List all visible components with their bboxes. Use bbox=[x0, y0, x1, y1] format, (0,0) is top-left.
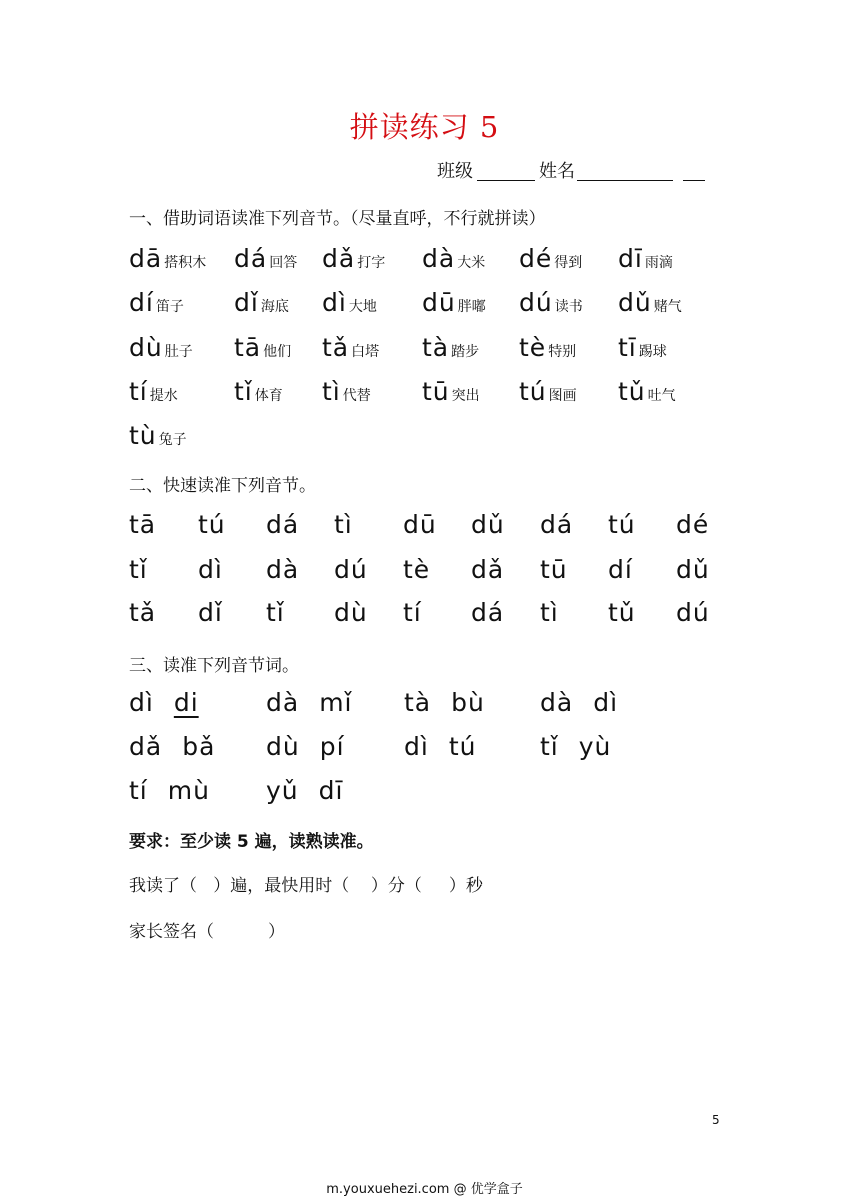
pinyin-syllable: dú bbox=[334, 555, 368, 584]
hint-word: 代替 bbox=[342, 388, 371, 404]
pinyin-syllable: dā bbox=[129, 244, 163, 273]
syllable-row bbox=[0, 244, 849, 284]
syllable-item bbox=[234, 244, 297, 273]
reading-record-line: 我读了（ ）遍，最快用时（ ）分（ ）秒 bbox=[129, 876, 483, 896]
syllable-item bbox=[618, 377, 676, 406]
pinyin-word bbox=[129, 688, 199, 717]
pinyin-syllable: tǔ bbox=[618, 377, 646, 406]
pinyin-syllable: tǐ bbox=[234, 377, 253, 406]
pinyin-syllable: tū bbox=[422, 377, 450, 406]
name-label: 姓名 bbox=[539, 161, 575, 182]
pinyin-syllable: dú bbox=[519, 288, 553, 317]
pinyin-syllable: tù bbox=[129, 421, 157, 450]
hint-word: 得到 bbox=[554, 255, 583, 271]
syllable-item bbox=[519, 288, 583, 317]
pinyin-syllable: dī bbox=[618, 244, 643, 273]
syllable-item bbox=[129, 244, 206, 273]
pinyin-syllable: tè bbox=[403, 555, 431, 584]
name-blank[interactable] bbox=[577, 162, 673, 181]
pinyin-syllable: tǐ bbox=[266, 598, 285, 627]
syllable-item bbox=[322, 333, 379, 362]
pinyin-syllable: tā bbox=[234, 333, 262, 362]
syllable-item bbox=[129, 421, 187, 450]
hint-word: 突出 bbox=[451, 388, 480, 404]
syllable-item bbox=[422, 333, 479, 362]
hint-word: 回答 bbox=[269, 255, 298, 271]
hint-word: 体育 bbox=[254, 388, 283, 404]
pinyin-syllable: tū bbox=[540, 555, 568, 584]
quick-read-row bbox=[0, 598, 849, 634]
pinyin-syllable: dá bbox=[471, 598, 505, 627]
syllable-item bbox=[422, 244, 485, 273]
pinyin-word bbox=[266, 688, 353, 717]
footer-watermark: m.youxuehezi.com @ 优学盒子 bbox=[326, 1182, 523, 1197]
quick-read-row bbox=[0, 555, 849, 591]
pinyin-syllable-second: mǐ bbox=[319, 688, 353, 717]
hint-word: 提水 bbox=[149, 388, 178, 404]
syllable-item bbox=[234, 333, 291, 362]
syllable-row bbox=[0, 377, 849, 417]
syllable-item bbox=[129, 288, 184, 317]
pinyin-syllable: tí bbox=[129, 377, 148, 406]
pinyin-syllable: dá bbox=[234, 244, 268, 273]
pinyin-syllable-second: yù bbox=[578, 732, 612, 761]
pinyin-syllable: tú bbox=[608, 510, 636, 539]
section1-heading: 一、借助词语读准下列音节。（尽量直呼，不行就拼读） bbox=[129, 209, 546, 229]
pinyin-syllable: tì bbox=[322, 377, 341, 406]
hint-word: 大米 bbox=[457, 255, 486, 271]
pinyin-syllable-second: pí bbox=[319, 732, 345, 761]
pinyin-syllable: tǎ bbox=[129, 598, 157, 627]
pinyin-syllable: dì bbox=[322, 288, 347, 317]
syllable-item bbox=[322, 288, 377, 317]
syllable-item bbox=[519, 377, 577, 406]
syllable-item bbox=[322, 377, 371, 406]
pinyin-word bbox=[266, 732, 345, 761]
pinyin-syllable: dǔ bbox=[676, 555, 710, 584]
pinyin-syllable-first: tí bbox=[129, 776, 148, 805]
pinyin-syllable: dá bbox=[540, 510, 574, 539]
pinyin-word bbox=[129, 776, 210, 805]
word-read-row bbox=[0, 688, 849, 724]
pinyin-word bbox=[540, 732, 611, 761]
pinyin-syllable: dí bbox=[608, 555, 633, 584]
hint-word: 兔子 bbox=[158, 432, 187, 448]
pinyin-word bbox=[404, 688, 485, 717]
pinyin-syllable: dù bbox=[129, 333, 163, 362]
hint-word: 大地 bbox=[348, 299, 377, 315]
syllable-item bbox=[422, 377, 480, 406]
pinyin-syllable: tè bbox=[519, 333, 547, 362]
pinyin-syllable: dǐ bbox=[234, 288, 259, 317]
pinyin-syllable: dù bbox=[334, 598, 368, 627]
hint-word: 踏步 bbox=[451, 344, 480, 360]
hint-word: 白塔 bbox=[351, 344, 380, 360]
pinyin-syllable: dé bbox=[676, 510, 710, 539]
hint-word: 肚子 bbox=[164, 344, 193, 360]
word-read-row bbox=[0, 776, 849, 812]
pinyin-syllable: dǔ bbox=[471, 510, 505, 539]
pinyin-syllable-first: dù bbox=[266, 732, 300, 761]
pinyin-word bbox=[129, 732, 215, 761]
pinyin-syllable: dé bbox=[519, 244, 553, 273]
pinyin-syllable: dú bbox=[676, 598, 710, 627]
pinyin-syllable-first: dì bbox=[129, 688, 154, 717]
hint-word: 他们 bbox=[263, 344, 292, 360]
pinyin-syllable: tā bbox=[129, 510, 157, 539]
page-title: 拼读练习 5 bbox=[349, 110, 500, 144]
pinyin-syllable: dǐ bbox=[198, 598, 223, 627]
pinyin-syllable: dà bbox=[266, 555, 300, 584]
syllable-item bbox=[618, 333, 667, 362]
syllable-row bbox=[0, 288, 849, 328]
pinyin-syllable-second: dì bbox=[593, 688, 619, 717]
hint-word: 踢球 bbox=[638, 344, 667, 360]
syllable-item bbox=[129, 377, 178, 406]
pinyin-syllable: tí bbox=[403, 598, 422, 627]
pinyin-syllable-first: dà bbox=[540, 688, 574, 717]
word-read-row bbox=[0, 732, 849, 768]
pinyin-syllable-second: di bbox=[173, 688, 199, 717]
pinyin-syllable: dì bbox=[198, 555, 223, 584]
page-number: 5 bbox=[712, 1113, 720, 1127]
hint-word: 打字 bbox=[357, 255, 386, 271]
pinyin-syllable: tì bbox=[334, 510, 353, 539]
pinyin-syllable: tà bbox=[422, 333, 450, 362]
section2-heading: 二、快速读准下列音节。 bbox=[129, 476, 316, 496]
hint-word: 吐气 bbox=[647, 388, 676, 404]
pinyin-syllable: tī bbox=[618, 333, 637, 362]
syllable-item bbox=[618, 244, 673, 273]
hint-word: 笛子 bbox=[155, 299, 184, 315]
pinyin-syllable: dǎ bbox=[322, 244, 356, 273]
pinyin-syllable: dà bbox=[422, 244, 456, 273]
pinyin-syllable-first: yǔ bbox=[266, 776, 299, 805]
pinyin-syllable-first: dà bbox=[266, 688, 300, 717]
pinyin-word bbox=[404, 732, 476, 761]
pinyin-syllable-first: tà bbox=[404, 688, 432, 717]
parent-signature-line: 家长签名（ ） bbox=[129, 922, 286, 942]
hint-word: 图画 bbox=[548, 388, 577, 404]
syllable-item bbox=[422, 288, 486, 317]
extra-blank bbox=[683, 162, 705, 181]
syllable-item bbox=[234, 288, 289, 317]
pinyin-syllable-second: dī bbox=[318, 776, 344, 805]
hint-word: 搭积木 bbox=[164, 255, 207, 271]
syllable-item bbox=[519, 333, 576, 362]
pinyin-syllable: tú bbox=[198, 510, 226, 539]
syllable-row bbox=[0, 333, 849, 373]
class-blank[interactable] bbox=[477, 162, 535, 181]
class-label: 班级 bbox=[437, 161, 473, 182]
pinyin-syllable-first: dǎ bbox=[129, 732, 163, 761]
pinyin-syllable: dá bbox=[266, 510, 300, 539]
pinyin-syllable-first: dì bbox=[404, 732, 429, 761]
requirement-text: 要求：至少读 5 遍，读熟读准。 bbox=[129, 832, 374, 852]
pinyin-syllable-second: mù bbox=[167, 776, 210, 805]
pinyin-syllable: tǐ bbox=[129, 555, 148, 584]
syllable-item bbox=[234, 377, 283, 406]
syllable-item bbox=[618, 288, 682, 317]
pinyin-syllable-second: bù bbox=[451, 688, 485, 717]
hint-word: 读书 bbox=[554, 299, 583, 315]
hint-word: 赌气 bbox=[653, 299, 682, 315]
quick-read-row bbox=[0, 510, 849, 546]
pinyin-syllable: tì bbox=[540, 598, 559, 627]
pinyin-syllable-second: bǎ bbox=[182, 732, 216, 761]
syllable-row bbox=[0, 421, 849, 461]
pinyin-word bbox=[540, 688, 618, 717]
hint-word: 特别 bbox=[548, 344, 577, 360]
hint-word: 胖嘟 bbox=[457, 299, 486, 315]
syllable-item bbox=[129, 333, 193, 362]
section3-heading: 三、读准下列音节词。 bbox=[129, 656, 299, 676]
pinyin-syllable: dí bbox=[129, 288, 154, 317]
hint-word: 雨滴 bbox=[644, 255, 673, 271]
pinyin-syllable-first: tǐ bbox=[540, 732, 559, 761]
class-name-line bbox=[437, 157, 705, 183]
pinyin-syllable-second: tú bbox=[448, 732, 477, 761]
pinyin-syllable: tǎ bbox=[322, 333, 350, 362]
syllable-item bbox=[322, 244, 385, 273]
pinyin-syllable: dū bbox=[422, 288, 456, 317]
syllable-item bbox=[519, 244, 582, 273]
pinyin-word bbox=[266, 776, 343, 805]
pinyin-syllable: tǔ bbox=[608, 598, 636, 627]
pinyin-syllable: dū bbox=[403, 510, 437, 539]
pinyin-syllable: dǔ bbox=[618, 288, 652, 317]
pinyin-syllable: tú bbox=[519, 377, 547, 406]
hint-word: 海底 bbox=[260, 299, 289, 315]
pinyin-syllable: dǎ bbox=[471, 555, 505, 584]
